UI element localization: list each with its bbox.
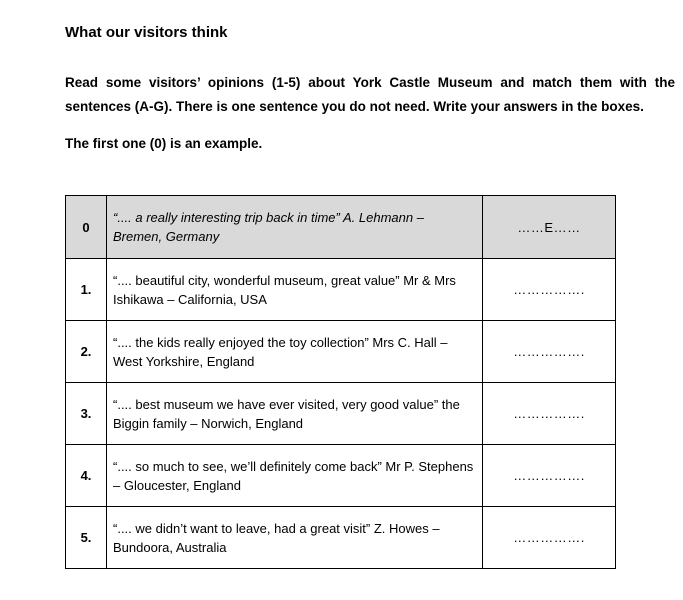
table-row	[66, 259, 616, 321]
row-number: 1.	[66, 259, 107, 321]
answer-box: ……E……	[483, 196, 616, 259]
visitor-quote: “.... the kids really enjoyed the toy collection” Mrs C. Hall – West Yorkshire, England	[107, 321, 483, 383]
answer-box[interactable]: …………….	[483, 321, 616, 383]
table-row	[66, 445, 616, 507]
row-number: 0	[66, 196, 107, 259]
row-number: 3.	[66, 383, 107, 445]
answer-box[interactable]: …………….	[483, 507, 616, 569]
visitor-quote: “.... best museum we have ever visited, very good value” the Biggin family – Norwich, England	[107, 383, 483, 445]
example-note: The first one (0) is an example.	[65, 136, 263, 151]
table-row	[66, 383, 616, 445]
answer-box[interactable]: …………….	[483, 445, 616, 507]
instructions: Read some visitors’ opinions (1-5) about York Castle Museum and match them with the sentences (A-G). There is one sentence you do not need. Write your answers in the boxes.	[65, 75, 675, 114]
answer-box[interactable]: …………….	[483, 259, 616, 321]
table-row	[66, 321, 616, 383]
row-number: 4.	[66, 445, 107, 507]
row-number: 5.	[66, 507, 107, 569]
visitor-quote: “.... a really interesting trip back in time” A. Lehmann – Bremen, Germany	[107, 196, 483, 259]
table-row-example	[66, 196, 616, 259]
visitor-quote: “.... we didn’t want to leave, had a great visit” Z. Howes – Bundoora, Australia	[107, 507, 483, 569]
row-number: 2.	[66, 321, 107, 383]
answer-box[interactable]: …………….	[483, 383, 616, 445]
page-title: What our visitors think	[65, 24, 228, 41]
visitor-quote: “.... beautiful city, wonderful museum, great value” Mr & Mrs Ishikawa – California, USA	[107, 259, 483, 321]
matching-table	[65, 195, 616, 569]
visitor-quote: “.... so much to see, we’ll definitely come back” Mr P. Stephens – Gloucester, England	[107, 445, 483, 507]
table-row	[66, 507, 616, 569]
